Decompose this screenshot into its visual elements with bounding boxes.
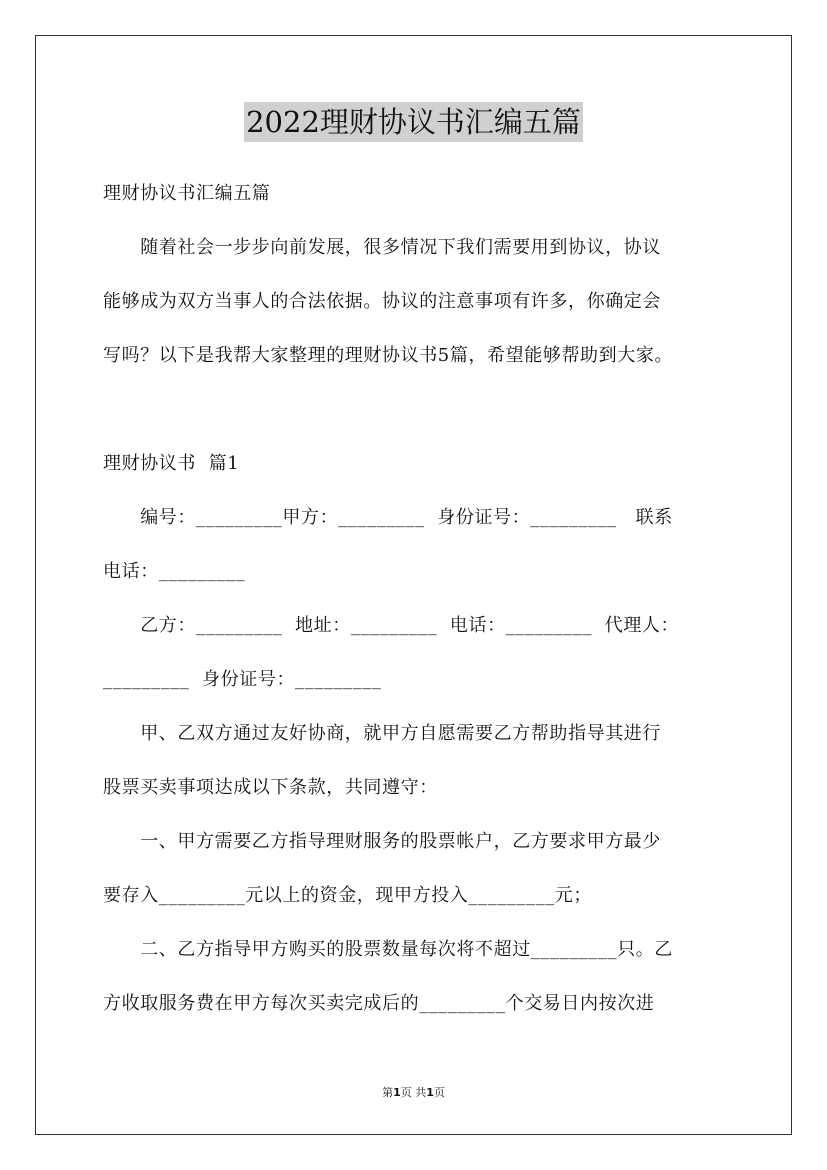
paragraph-line: 甲、乙双方通过友好协商，就甲方自愿需要乙方帮助指导其进行 — [103, 723, 661, 744]
paragraph-line: 一、甲方需要乙方指导理财服务的股票帐户，乙方要求甲方最少 — [103, 831, 661, 852]
subtitle-line: 理财协议书汇编五篇 — [103, 183, 271, 204]
paragraph-line: 要存入_________元以上的资金，现甲方投入_________元； — [103, 885, 592, 906]
document-title-wrap — [0, 102, 827, 142]
paragraph-line: 写吗？以下是我帮大家整理的理财协议书5篇，希望能够帮助到大家。 — [103, 345, 674, 366]
paragraph-line: 编号：_________甲方：_________ 身份证号：_________ 联系 — [103, 507, 673, 528]
paragraph-line: 二、乙方指导甲方购买的股票数量每次将不超过_________只。乙 — [103, 939, 673, 960]
paragraph-line: 随着社会一步步向前发展，很多情况下我们需要用到协议，协议 — [103, 237, 661, 258]
paragraph-line: _________ 身份证号：_________ — [103, 669, 382, 690]
paragraph-line: 乙方：_________ 地址：_________ 电话：_________ 代理人： — [103, 615, 680, 636]
paragraph-line: 股票买卖事项达成以下条款，共同遵守： — [103, 777, 438, 798]
paragraph-line: 电话：_________ — [103, 561, 246, 582]
footer-page-prefix: 第 — [382, 1086, 394, 1099]
document-title: 2022理财协议书汇编五篇 — [244, 102, 583, 142]
footer-page-total: 1 — [426, 1086, 434, 1099]
page-footer — [0, 1086, 827, 1100]
section-heading: 理财协议书 篇1 — [103, 453, 240, 474]
footer-page-mid: 页 共 — [400, 1086, 427, 1099]
paragraph-line: 方收取服务费在甲方每次买卖完成后的_________个交易日内按次进 — [103, 993, 655, 1014]
paragraph-line: 能够成为双方当事人的合法依据。协议的注意事项有许多，你确定会 — [103, 291, 661, 312]
footer-page-current: 1 — [393, 1086, 401, 1099]
footer-page-suffix: 页 — [433, 1086, 445, 1099]
